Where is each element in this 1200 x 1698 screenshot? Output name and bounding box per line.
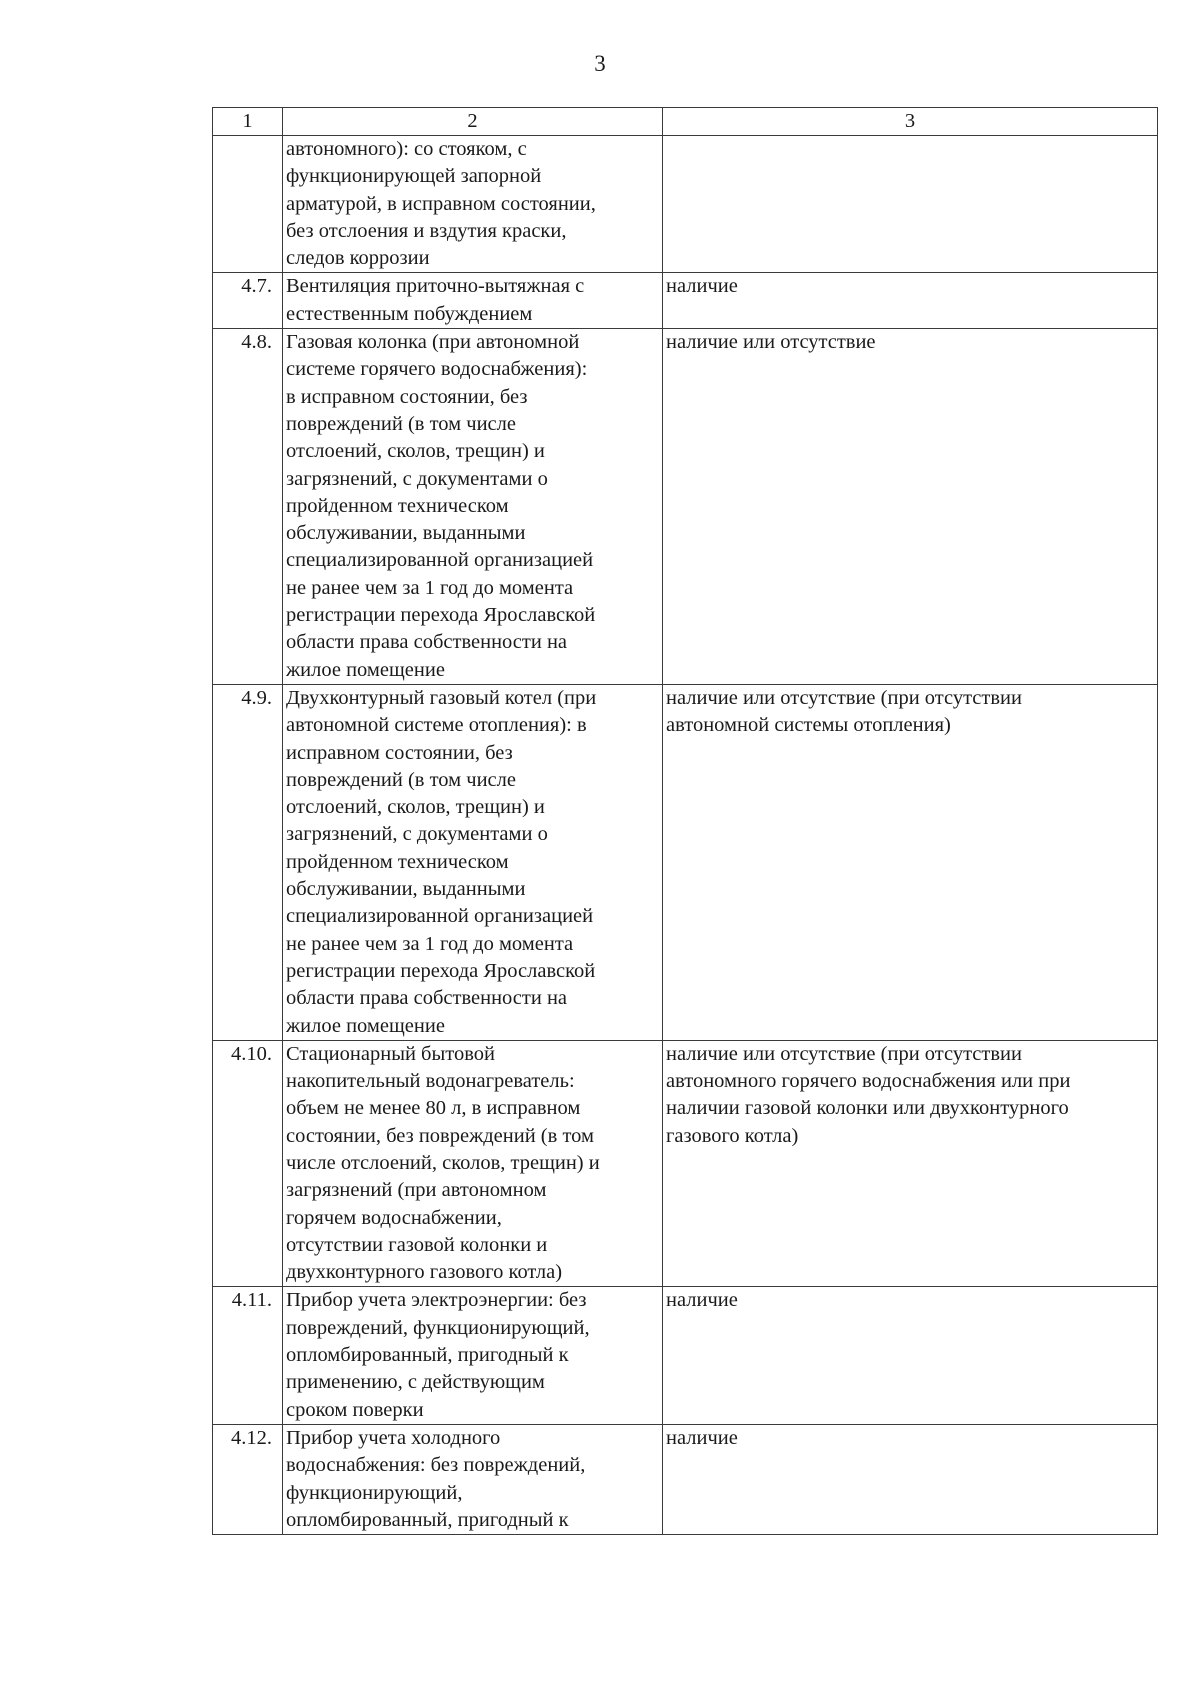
column-header-2: 2 bbox=[283, 108, 663, 136]
row-number: 4.7. bbox=[213, 273, 283, 329]
table-row bbox=[213, 136, 1158, 273]
row-description: Прибор учета электроэнергии: без повреждений, функционирующий, опломбированный, пригодный к применению, с действующим сроком поверки bbox=[283, 1287, 663, 1424]
row-description: Прибор учета холодного водоснабжения: без повреждений, функционирующий, опломбированный, пригодный к bbox=[283, 1424, 663, 1534]
table-row bbox=[213, 1424, 1158, 1534]
column-header-3: 3 bbox=[663, 108, 1158, 136]
row-description: Двухконтурный газовый котел (при автономной системе отопления): в исправном состоянии, без повреждений (в том числе отслоений, сколов, трещин) и загрязнений, с документами о пройденном техническом обслуживании, выданными специализированной организацией не ранее чем за 1 год до момента регистрации перехода Ярославской области права собственности на жилое помещение bbox=[283, 684, 663, 1040]
row-number: 4.9. bbox=[213, 684, 283, 1040]
table-row bbox=[213, 684, 1158, 1040]
row-requirement: наличие bbox=[663, 1287, 1158, 1424]
requirements-table bbox=[212, 107, 1158, 1535]
row-number: 4.11. bbox=[213, 1287, 283, 1424]
table-row bbox=[213, 273, 1158, 329]
page-number: 3 bbox=[594, 51, 606, 76]
row-number: 4.10. bbox=[213, 1040, 283, 1287]
row-requirement: наличие bbox=[663, 273, 1158, 329]
table-row bbox=[213, 329, 1158, 685]
row-number: 4.12. bbox=[213, 1424, 283, 1534]
row-requirement: наличие или отсутствие (при отсутствии автономного горячего водоснабжения или при наличии газовой колонки или двухконтурного газового котла) bbox=[663, 1040, 1158, 1287]
row-requirement: наличие или отсутствие bbox=[663, 329, 1158, 685]
row-description: Стационарный бытовой накопительный водонагреватель: объем не менее 80 л, в исправном состоянии, без повреждений (в том числе отслоений, сколов, трещин) и загрязнений (при автономном горячем водоснабжении, отсутствии газовой колонки и двухконтурного газового котла) bbox=[283, 1040, 663, 1287]
row-number bbox=[213, 136, 283, 273]
row-requirement: наличие или отсутствие (при отсутствии автономной системы отопления) bbox=[663, 684, 1158, 1040]
table-header bbox=[213, 108, 1158, 136]
row-description: автономного): со стояком, с функционирующей запорной арматурой, в исправном состоянии, без отслоения и вздутия краски, следов коррозии bbox=[283, 136, 663, 273]
row-description: Вентиляция приточно-вытяжная с естественным побуждением bbox=[283, 273, 663, 329]
row-number: 4.8. bbox=[213, 329, 283, 685]
table-row bbox=[213, 1287, 1158, 1424]
row-description: Газовая колонка (при автономной системе горячего водоснабжения): в исправном состоянии, без повреждений (в том числе отслоений, сколов, трещин) и загрязнений, с документами о пройденном техническом обслуживании, выданными специализированной организацией не ранее чем за 1 год до момента регистрации перехода Ярославской области права собственности на жилое помещение bbox=[283, 329, 663, 685]
table-body bbox=[213, 136, 1158, 1535]
table-header-row bbox=[213, 108, 1158, 136]
row-requirement bbox=[663, 136, 1158, 273]
row-requirement: наличие bbox=[663, 1424, 1158, 1534]
column-header-1: 1 bbox=[213, 108, 283, 136]
table-row bbox=[213, 1040, 1158, 1287]
